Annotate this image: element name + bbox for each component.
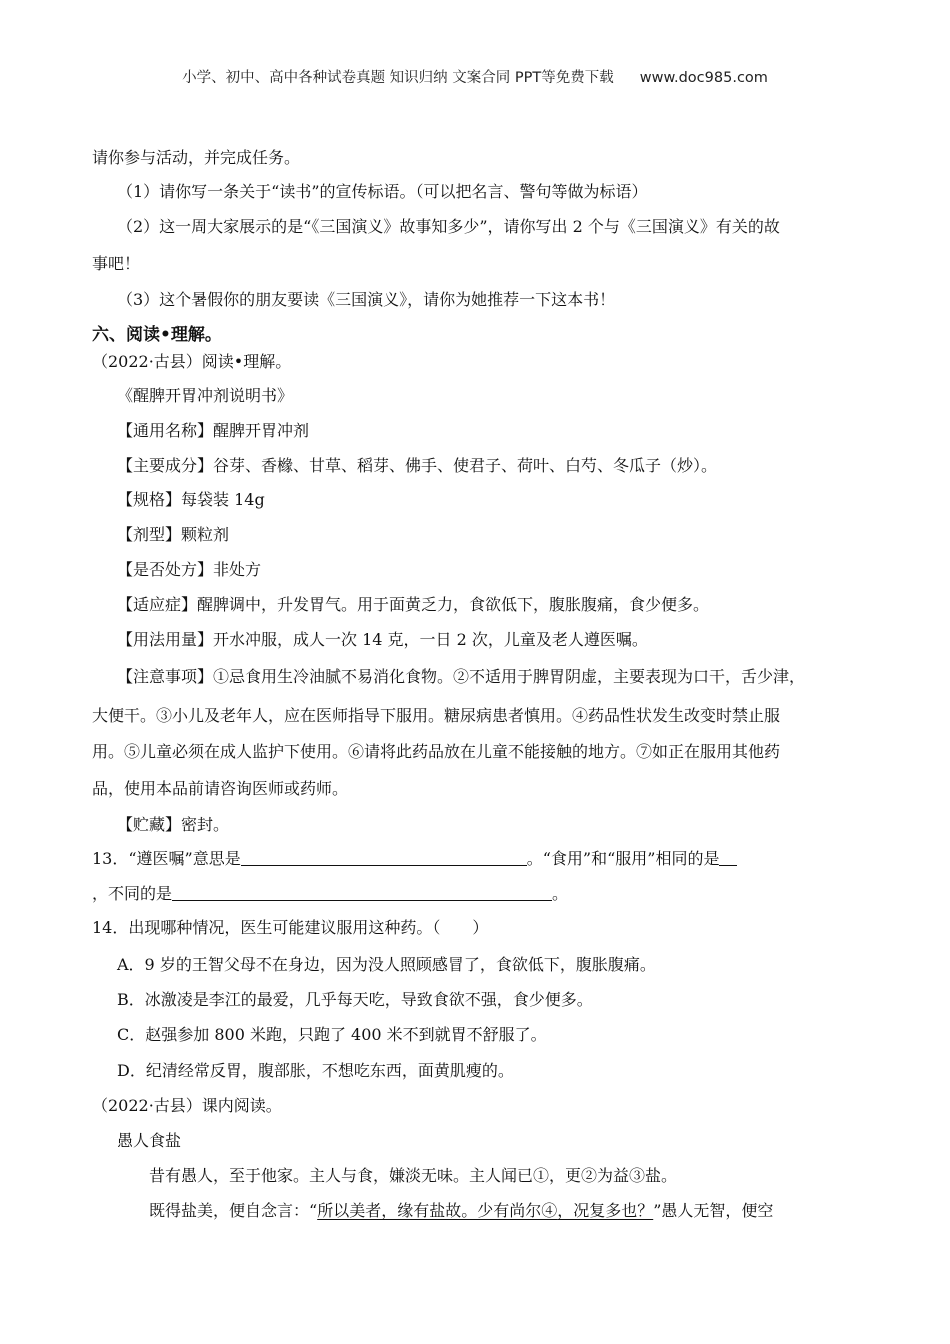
source-1: （2022·古县）阅读•理解。	[92, 352, 292, 371]
story-underlined-2: ，况复多也？	[557, 1201, 654, 1220]
story-line1: 昔有愚人，至于他家。主人与食，嫌淡无味。主人闻已①，更②为益③盐。	[149, 1166, 678, 1185]
field-spec: 【规格】每袋装 14g	[117, 490, 265, 509]
field-notes-line4: 品，使用本品前请咨询医师或药师。	[92, 779, 349, 798]
option-c[interactable]: C．赵强参加 800 米跑，只跑了 400 米不到就胃不舒服了。	[117, 1025, 547, 1044]
field-prescription: 【是否处方】非处方	[117, 560, 262, 579]
option-d[interactable]: D．纪清经常反胃，腹部胀，不想吃东西，面黄肌瘦的。	[117, 1061, 514, 1080]
story-underlined-1: 所以美者，缘有盐故。少有尚尔④	[317, 1201, 558, 1220]
doc-title: 《醒脾开胃冲剂说明书》	[117, 386, 294, 405]
q13-middle: 。“食用”和“服用”相同的是	[526, 849, 720, 868]
field-notes-line3: 用。⑤儿童必须在成人监护下使用。⑥请将此药品放在儿童不能接触的地方。⑦如正在服用其他药	[92, 742, 781, 761]
field-notes-line1: 【注意事项】①忌食用生冷油腻不易消化食物。②不适用于脾胃阴虚，主要表现为口干，舌少津，	[117, 667, 806, 686]
option-a[interactable]: A．9 岁的王智父母不在身边，因为没人照顾感冒了，食欲低下，腹胀腹痛。	[117, 955, 656, 974]
task-q2-line2: 事吧！	[92, 254, 141, 273]
field-form: 【剂型】颗粒剂	[117, 525, 230, 544]
field-indication: 【适应症】醒脾调中，升发胃气。用于面黄乏力，食欲低下，腹胀腹痛，食少便多。	[117, 595, 710, 614]
source-2: （2022·古县）课内阅读。	[92, 1096, 282, 1115]
header-url[interactable]: www.doc985.com	[639, 70, 768, 86]
option-b[interactable]: B．冰激凌是李江的最爱，几乎每天吃，导致食欲不强，食少便多。	[117, 990, 593, 1009]
q13-answer-blank-2[interactable]	[719, 849, 737, 866]
task-intro: 请你参与活动，并完成任务。	[92, 148, 301, 167]
question-13-line2	[92, 884, 568, 904]
q13-second-prompt: ，不同的是	[92, 884, 173, 903]
q13-answer-blank-3[interactable]	[172, 884, 552, 901]
q13-end: 。	[552, 884, 569, 903]
field-notes-line2: 大便干。③小儿及老年人，应在医师指导下服用。糖尿病患者慎用。④药品性状发生改变时禁止服	[92, 706, 781, 725]
header-text: 小学、初中、高中各种试卷真题 知识归纳 文案合同 PPT等免费下载	[182, 70, 614, 86]
section-six-title: 六、阅读•理解。	[92, 325, 222, 345]
field-storage: 【贮藏】密封。	[117, 815, 230, 834]
question-13-line1	[92, 849, 737, 869]
question-14: 14．出现哪种情况，医生可能建议服用这种药。（ ）	[92, 918, 489, 937]
story-line2-end: ”愚人无智，便空	[653, 1201, 774, 1220]
q13-answer-blank-1[interactable]	[241, 849, 527, 866]
task-q3: （3）这个暑假你的朋友要读《三国演义》，请你为她推荐一下这本书！	[117, 290, 616, 309]
field-usage: 【用法用量】开水冲服，成人一次 14 克，一日 2 次，儿童及老人遵医嘱。	[117, 630, 648, 649]
field-ingredients: 【主要成分】谷芽、香橼、甘草、稻芽、佛手、使君子、荷叶、白芍、冬瓜子（炒）。	[117, 456, 718, 475]
story-line2	[149, 1201, 773, 1221]
field-name: 【通用名称】醒脾开胃冲剂	[117, 421, 310, 440]
task-q2-line1: （2）这一周大家展示的是“《三国演义》故事知多少”，请你写出 2 个与《三国演义》有关的故	[117, 217, 780, 236]
story-line2-start: 既得盐美，便自念言：“	[149, 1201, 318, 1220]
page-header	[0, 66, 950, 87]
story-title: 愚人食盐	[117, 1131, 182, 1150]
q13-prompt: 13．“遵医嘱”意思是	[92, 849, 241, 868]
task-q1: （1）请你写一条关于“读书”的宣传标语。（可以把名言、警句等做为标语）	[117, 182, 648, 201]
